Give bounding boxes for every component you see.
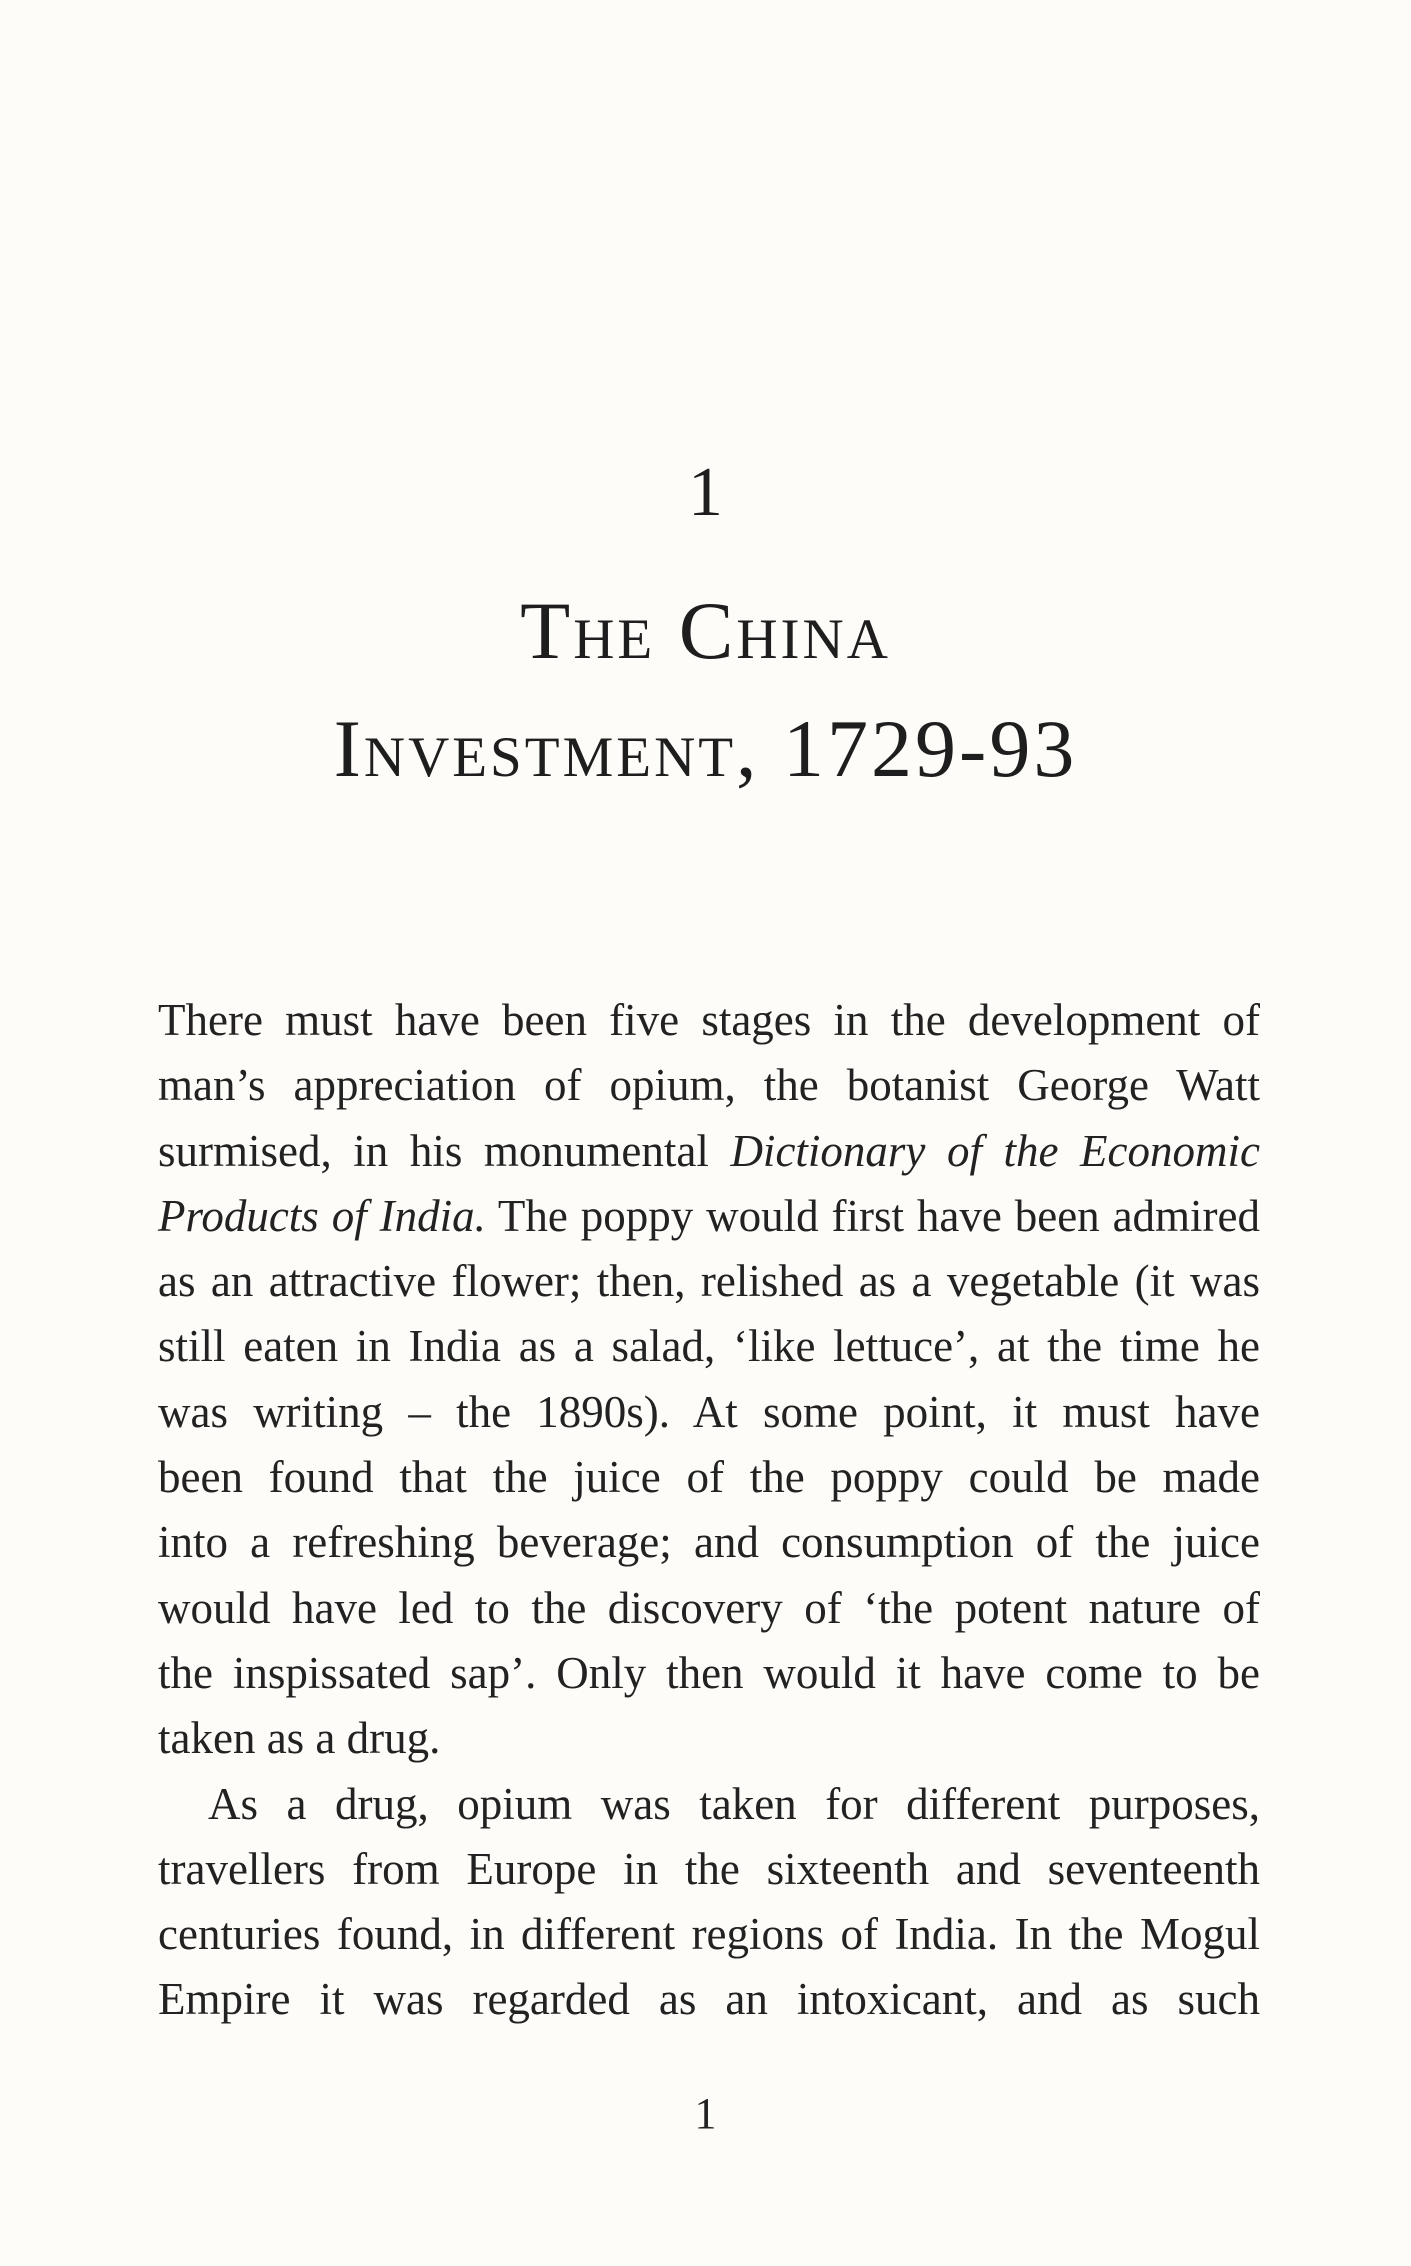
text-line: been found that the juice of the poppy could be made: [158, 1452, 1260, 1503]
text-line: as an attractive flower; then, relished as a vegetable (it was: [158, 1256, 1260, 1307]
text-line: the inspissated sap’. Only then would it have come to be: [158, 1647, 1260, 1698]
body-text: [158, 988, 1260, 2033]
paragraph-1: [158, 988, 1260, 1772]
paragraph-2: [158, 1772, 1260, 2033]
chapter-title-line-2: Investment, 1729-93: [333, 703, 1078, 794]
book-title: Products of India.: [158, 1190, 486, 1241]
text-line: [158, 1119, 1260, 1184]
text-line: centuries found, in different regions of India. In the Mogul: [158, 1909, 1260, 1960]
chapter-number: 1: [688, 454, 723, 531]
text-fragment: surmised, in his monumental: [158, 1125, 731, 1176]
book-title: Dictionary of the Economic: [730, 1125, 1260, 1176]
text-line: man’s appreciation of opium, the botanist George Watt: [158, 1060, 1260, 1111]
text-line: travellers from Europe in the sixteenth and seventeenth: [158, 1843, 1260, 1894]
text-line: Empire it was regarded as an intoxicant, and as such: [158, 1974, 1260, 2025]
text-fragment: The poppy would first have been admired: [485, 1190, 1261, 1241]
text-line: As a drug, opium was taken for different purposes,: [208, 1778, 1260, 1829]
page-number: 1: [694, 2089, 717, 2138]
text-line: into a refreshing beverage; and consumption of the juice: [158, 1517, 1260, 1568]
text-line: still eaten in India as a salad, ‘like lettuce’, at the time he: [158, 1321, 1260, 1372]
text-line: There must have been five stages in the development of: [158, 995, 1260, 1045]
text-line: [158, 1184, 1260, 1249]
chapter-title-line-1: The China: [520, 585, 891, 676]
text-line: would have led to the discovery of ‘the potent nature of: [158, 1582, 1260, 1633]
text-line: taken as a drug.: [158, 1713, 441, 1764]
text-line: was writing – the 1890s). At some point, it must have: [158, 1386, 1260, 1437]
chapter-title: [0, 572, 1411, 808]
